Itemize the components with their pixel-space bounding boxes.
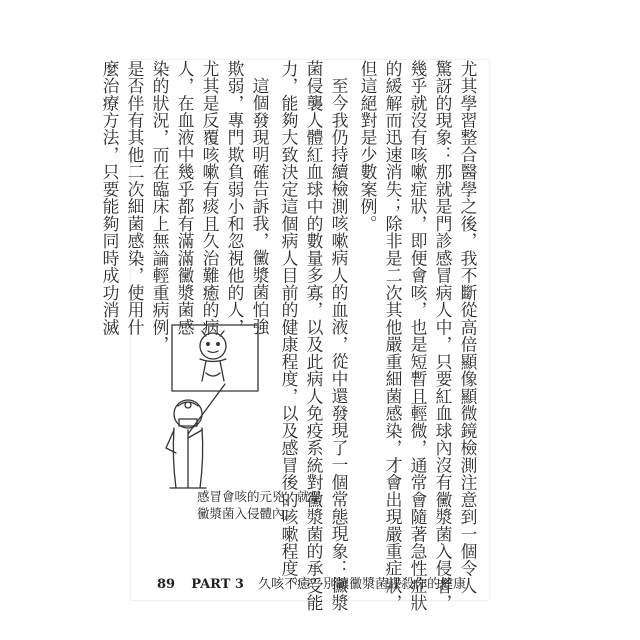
text-column: 的緩解而迅速消失；除非是二次其他嚴重細菌感染，才會出現嚴重症狀， [383, 60, 403, 612]
part-label: PART 3 [191, 577, 244, 592]
text-column: 欺弱，專門欺負弱小和忽視他的人， [225, 60, 245, 336]
text-column: 尤其學習整合醫學之後，我不斷從高倍顯像顯微鏡檢測注意到一個令人 [458, 60, 478, 595]
doctor-illustration [160, 318, 278, 494]
text-column: 力，能夠大致決定這個病人目前的健康程度，以及感冒後的咳嗽程度。 [279, 60, 299, 595]
text-column: 人，在血液中幾乎都有滿滿黴漿菌感 [175, 60, 195, 336]
text-column: 尤其是反覆咳嗽有痰且久治難癒的病 [200, 60, 220, 336]
text-column: 這個發現明確告訴我，黴漿菌怕強 [250, 77, 270, 336]
text-column: 染的狀況，而在臨床上無論輕重病例， [150, 60, 170, 354]
figure-caption [197, 488, 322, 522]
text-column: 菌侵襲人體紅血球中的數量多寡，以及此病人免疫系統對黴漿菌的承受能 [304, 60, 324, 612]
text-column: 幾乎就沒有咳嗽症狀，即便會咳，也是短暫且輕微，通常會隨著急性症狀 [408, 60, 428, 612]
text-column: 至今我仍持續檢測咳嗽病人的血液，從中還發現了一個常態現象：黴漿 [329, 77, 349, 612]
page-footer [157, 573, 466, 592]
text-column: 是否伴有其他二次細菌感染，使用什 [125, 60, 145, 336]
text-column: 麼治療方法，只要能夠同時成功消滅 [100, 60, 120, 336]
caption-line: 感冒會咳的元兇，就是 [197, 489, 323, 504]
text-column: 但這絕對是少數案例。 [358, 60, 378, 233]
page-number: 89 [157, 577, 176, 592]
caption-line: 黴漿菌入侵體內。 [197, 506, 298, 521]
text-column: 驚訝的現象：那就是門診感冒病人中，只要紅血球內沒有黴漿菌入侵者， [433, 60, 453, 612]
chapter-title: 久咳不癒？別讓黴漿菌謀殺你的健康 [258, 577, 467, 592]
